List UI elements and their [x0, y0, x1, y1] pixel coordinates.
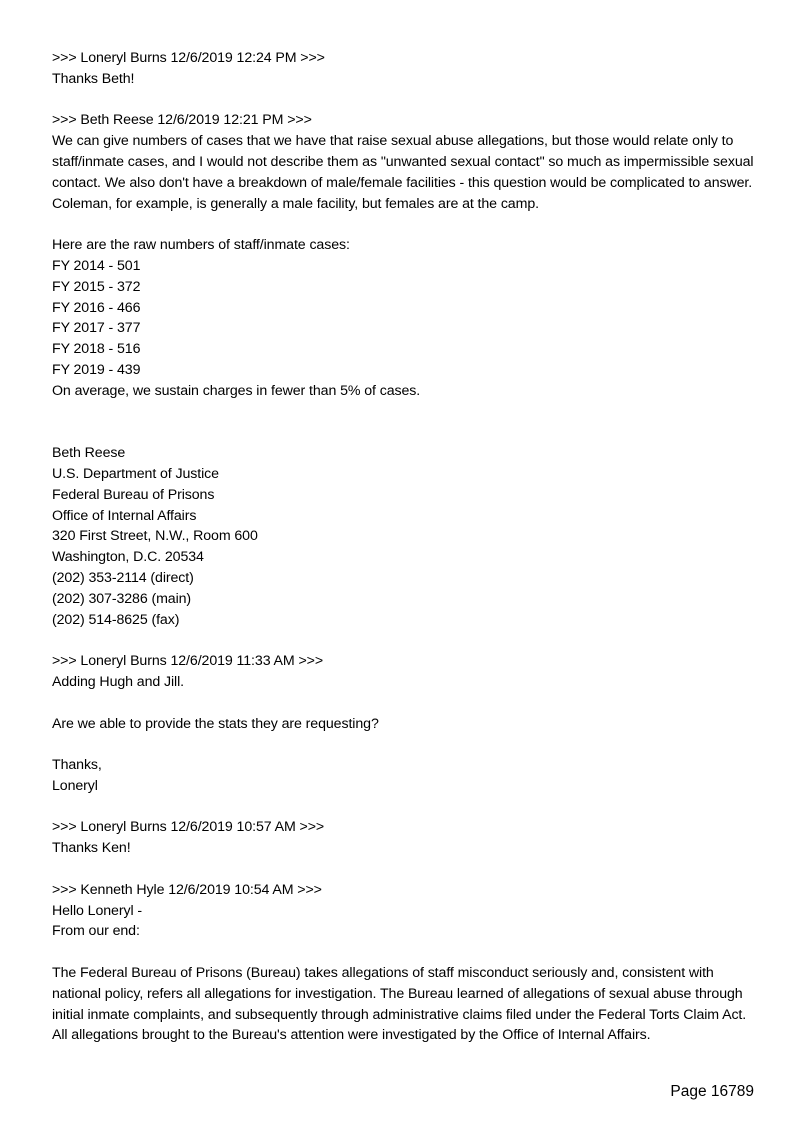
- average-note: On average, we sustain charges in fewer than 5% of cases.: [52, 382, 421, 399]
- email-body: Adding Hugh and Jill.: [52, 673, 184, 690]
- stats-intro: Here are the raw numbers of staff/inmate cases:: [52, 237, 350, 254]
- stat-line: FY 2014 - 501: [52, 257, 141, 274]
- signature-line: 320 First Street, N.W., Room 600: [52, 528, 258, 545]
- signature-line: (202) 307-3286 (main): [52, 590, 192, 607]
- email-sender-name: Loneryl: [52, 777, 98, 794]
- stat-line: FY 2015 - 372: [52, 278, 141, 295]
- stat-line: FY 2017 - 377: [52, 320, 141, 337]
- email-header: >>> Loneryl Burns 12/6/2019 12:24 PM >>>: [52, 50, 325, 66]
- email-header: >>> Beth Reese 12/6/2019 12:21 PM >>>: [52, 112, 312, 129]
- email-greeting: Hello Loneryl -: [52, 902, 142, 919]
- stat-line: FY 2019 - 439: [52, 361, 141, 378]
- email-header: >>> Loneryl Burns 12/6/2019 11:33 AM >>>: [52, 653, 324, 670]
- email-closing: Thanks,: [52, 757, 102, 774]
- email-header: >>> Kenneth Hyle 12/6/2019 10:54 AM >>>: [52, 881, 322, 898]
- signature-line: (202) 514-8625 (fax): [52, 611, 180, 628]
- email-body: Are we able to provide the stats they are requesting?: [52, 715, 379, 732]
- signature-line: (202) 353-2114 (direct): [52, 569, 194, 586]
- signature-line: Beth Reese: [52, 445, 126, 462]
- email-paragraph: We can give numbers of cases that we have that raise sexual abuse allegations, but those would relate only to staff/inmate cases, and I would not describe them as "unwanted sexual contact" so much as impermissible sexual contact. We also don't have a breakdown of male/female facilities - this question would be complicated to answer. Coleman, for example, is generally a male facility, but females are at the camp.: [52, 133, 754, 212]
- signature-line: Federal Bureau of Prisons: [52, 486, 215, 503]
- signature-line: Washington, D.C. 20534: [52, 549, 204, 566]
- page-number: Page 16789: [670, 1083, 754, 1100]
- signature-line: Office of Internal Affairs: [52, 507, 197, 524]
- email-header: >>> Loneryl Burns 12/6/2019 10:57 AM >>>: [52, 819, 325, 836]
- email-paragraph: The Federal Bureau of Prisons (Bureau) takes allegations of staff misconduct seriously and, consistent with national policy, refers all allegations for investigation. The Bureau learned of allegations of sexual abuse through initial inmate complaints, and subsequently through administrative claims filed under the Federal Torts Claim Act. All allegations brought to the Bureau's attention were investigated by the Office of Internal Affairs.: [52, 965, 747, 1044]
- email-body: From our end:: [52, 923, 140, 940]
- stat-line: FY 2016 - 466: [52, 299, 141, 316]
- stat-line: FY 2018 - 516: [52, 341, 141, 358]
- email-body: Thanks Ken!: [52, 840, 131, 857]
- signature-line: U.S. Department of Justice: [52, 465, 219, 482]
- document-body: [52, 48, 762, 1046]
- email-body: Thanks Beth!: [52, 70, 135, 87]
